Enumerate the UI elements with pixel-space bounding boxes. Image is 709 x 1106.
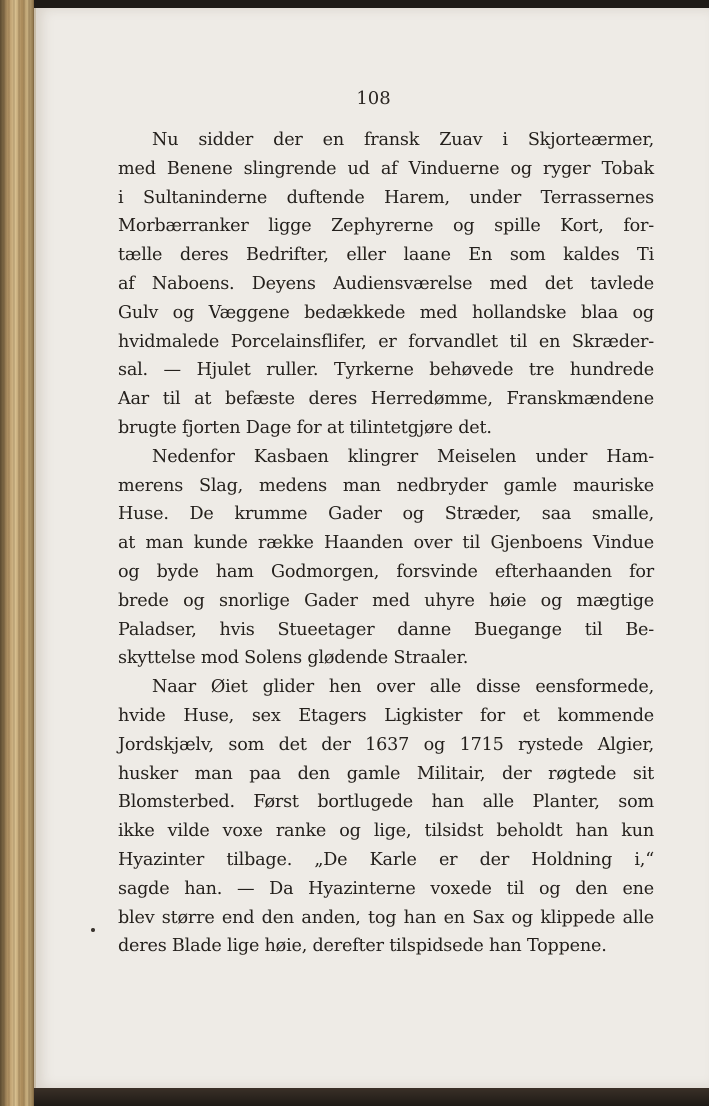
text-line: Paladser, hvis Stueetager danne Buegange til Be-: [118, 619, 654, 640]
text-line: blev større end den anden, tog han en Sax og klippede alle: [118, 907, 654, 928]
text-line: med Benene slingrende ud af Vinduerne og ryger Tobak: [118, 158, 654, 179]
text-line: Aar til at befæste deres Herredømme, Franskmændene: [118, 389, 654, 410]
text-line: sal. — Hjulet ruller. Tyrkerne behøvede tre hundrede: [118, 360, 654, 381]
text-line: Nu sidder der en fransk Zuav i Skjorteærmer,: [152, 130, 654, 150]
text-line: af Naboens. Deyens Audiensværelse med det tavlede: [118, 273, 654, 294]
text-line: og byde ham Godmorgen, forsvinde efterhaanden for: [118, 561, 654, 582]
text-line: i Sultaninderne duftende Harem, under Terrassernes: [118, 187, 654, 208]
text-line: hvidmalede Porcelainsflifer, er forvandlet til en Skræder-: [118, 331, 654, 352]
text-line: Jordskjælv, som det der 1637 og 1715 rystede Algier,: [118, 734, 654, 755]
text-line: sagde han. — Da Hyazinterne voxede til og den ene: [118, 878, 654, 899]
text-line: skyttelse mod Solens glødende Straaler.: [118, 648, 469, 669]
text-line: Blomsterbed. Først bortlugede han alle Planter, som: [118, 792, 654, 813]
text-line: hvide Huse, sex Etagers Ligkister for et kommende: [118, 705, 654, 726]
ink-speck: [91, 928, 95, 932]
text-line: Naar Øiet glider hen over alle disse eensformede,: [152, 677, 654, 698]
text-line: Gulv og Væggene bedækkede med hollandske blaa og: [118, 302, 654, 323]
text-line: brugte fjorten Dage for at tilintetgjøre det.: [118, 417, 492, 438]
text-line: Morbærranker ligge Zephyrerne og spille Kort, for-: [118, 216, 654, 237]
top-margin-shadow: [34, 0, 709, 8]
text-line: ikke vilde voxe ranke og lige, tilsidst beholdt han kun: [118, 821, 654, 842]
text-line: Nedenfor Kasbaen klingrer Meiselen under Ham-: [152, 446, 654, 467]
text-line: deres Blade lige høie, derefter tilspidsede han Toppene.: [118, 936, 607, 957]
text-line: brede og snorlige Gader med uhyre høie og mægtige: [118, 590, 654, 611]
page-number: 108: [356, 88, 391, 109]
text-line: Huse. De krumme Gader og Stræder, saa smalle,: [118, 504, 654, 525]
text-line: at man kunde række Haanden over til Gjenboens Vindue: [118, 533, 654, 554]
text-line: Hyazinter tilbage. „De Karle er der Holdning i,“: [118, 849, 654, 870]
body-text: [118, 126, 654, 961]
text-line: husker man paa den gamle Militair, der røgtede sit: [118, 763, 654, 784]
page-edges: [0, 0, 34, 1106]
bottom-margin-shadow: [34, 1088, 709, 1106]
text-line: tælle deres Bedrifter, eller laane En som kaldes Ti: [118, 245, 654, 266]
text-line: merens Slag, medens man nedbryder gamle mauriske: [118, 475, 654, 496]
